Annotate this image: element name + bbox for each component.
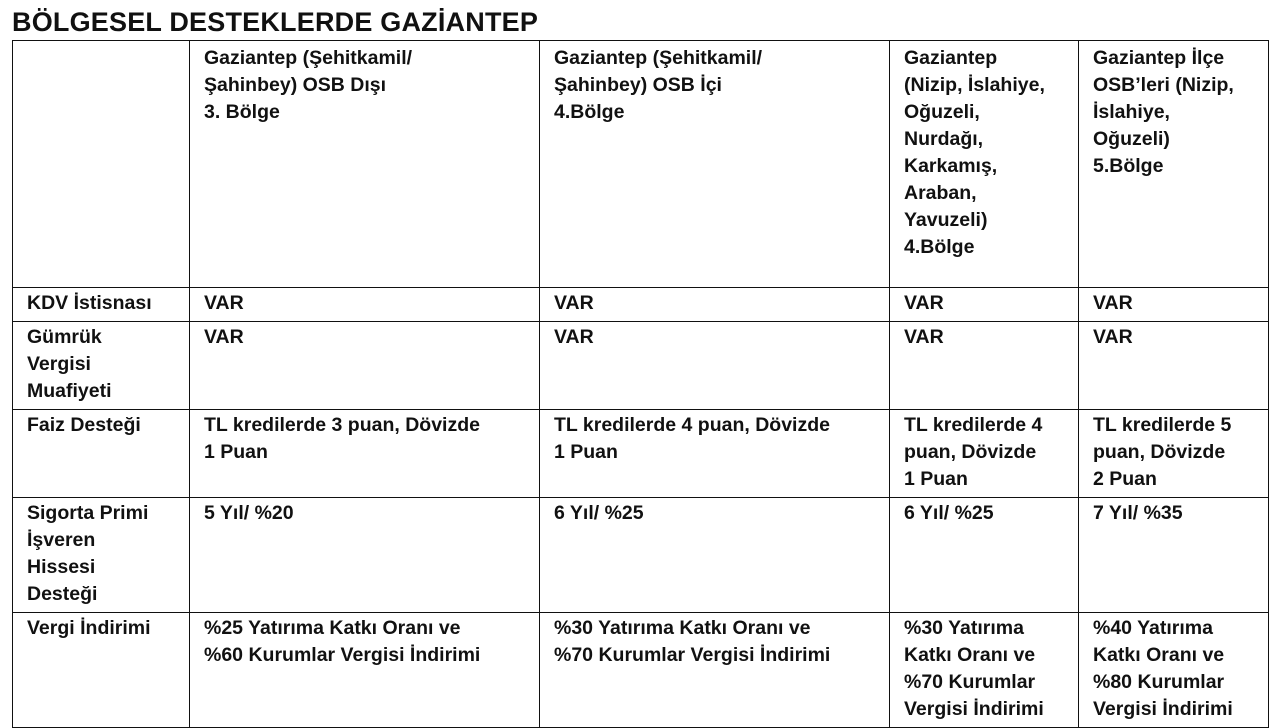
table-cell: 6 Yıl/ %25 [540,498,890,613]
row-label: Gümrük Vergisi Muafiyeti [13,322,190,410]
table-cell: VAR [890,322,1079,410]
row-label: Sigorta Primi İşveren Hissesi Desteği [13,498,190,613]
table-row-sigorta [13,498,1269,613]
row-label: Vergi İndirimi [13,613,190,728]
table-cell: VAR [190,322,540,410]
table-cell: VAR [540,288,890,322]
table-cell: TL kredilerde 4 puan, Dövizde 1 Puan [890,410,1079,498]
header-corner-cell [13,41,190,288]
table-row-vergi [13,613,1269,728]
regional-incentives-table [12,40,1269,728]
table-cell: VAR [540,322,890,410]
table-cell: TL kredilerde 4 puan, Dövizde 1 Puan [540,410,890,498]
table-cell: %30 Yatırıma Katkı Oranı ve %70 Kurumlar Vergisi İndirimi [540,613,890,728]
table-cell: 5 Yıl/ %20 [190,498,540,613]
row-label: Faiz Desteği [13,410,190,498]
table-cell: 7 Yıl/ %35 [1079,498,1269,613]
table-cell: %25 Yatırıma Katkı Oranı ve %60 Kurumlar Vergisi İndirimi [190,613,540,728]
table-cell: VAR [890,288,1079,322]
header-cell-region-5-district-osb: Gaziantep İlçe OSB’leri (Nizip, İslahiye, Oğuzeli) 5.Bölge [1079,41,1269,288]
table-row-gumruk [13,322,1269,410]
table-cell: TL kredilerde 3 puan, Dövizde 1 Puan [190,410,540,498]
table-row-faiz [13,410,1269,498]
table-cell: 6 Yıl/ %25 [890,498,1079,613]
table-header-row [13,41,1269,288]
table-cell: VAR [190,288,540,322]
table-cell: %30 Yatırıma Katkı Oranı ve %70 Kurumlar Vergisi İndirimi [890,613,1079,728]
header-cell-region-4-districts: Gaziantep (Nizip, İslahiye, Oğuzeli, Nurdağı, Karkamış, Araban, Yavuzeli) 4.Bölge [890,41,1079,288]
header-cell-region-3-osb-disi: Gaziantep (Şehitkamil/ Şahinbey) OSB Dışı 3. Bölge [190,41,540,288]
table-cell: VAR [1079,322,1269,410]
row-label: KDV İstisnası [13,288,190,322]
page-title: BÖLGESEL DESTEKLERDE GAZİANTEP [12,7,539,37]
table-cell: %40 Yatırıma Katkı Oranı ve %80 Kurumlar Vergisi İndirimi [1079,613,1269,728]
header-cell-region-4-osb-ici: Gaziantep (Şehitkamil/ Şahinbey) OSB İçi 4.Bölge [540,41,890,288]
table-cell: TL kredilerde 5 puan, Dövizde 2 Puan [1079,410,1269,498]
table-cell: VAR [1079,288,1269,322]
table-row-kdv [13,288,1269,322]
